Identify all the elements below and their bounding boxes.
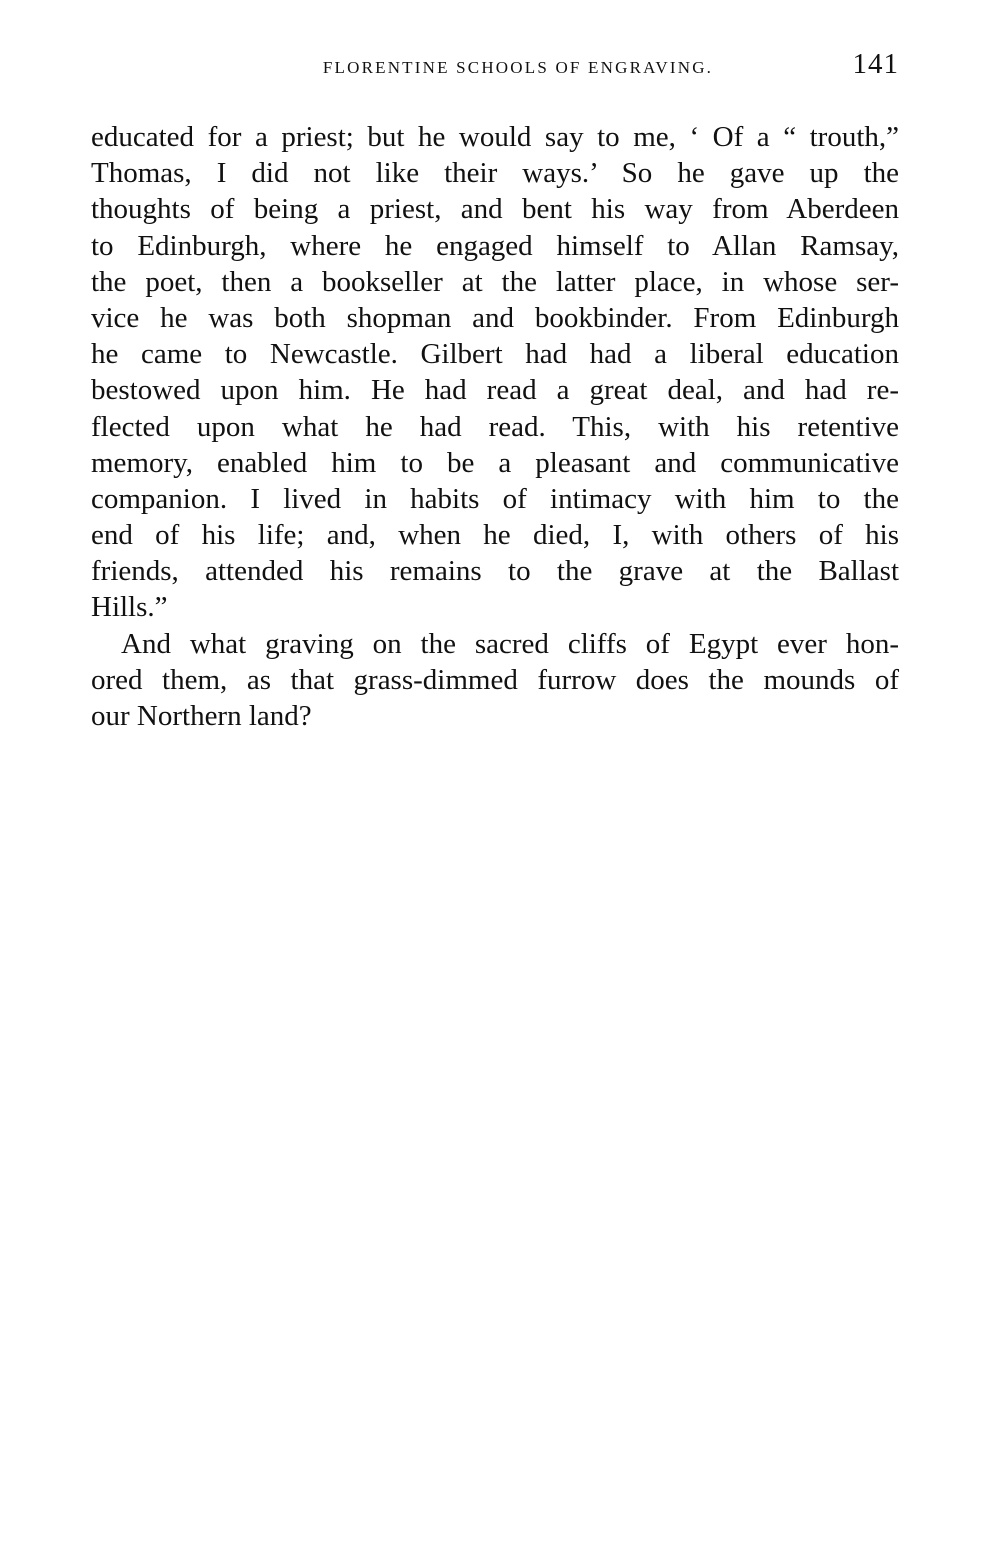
- text-line: companion. I lived in habits of intimacy with him to the: [91, 482, 899, 515]
- text-line: bestowed upon him. He had read a great deal, and had re-: [91, 374, 899, 407]
- running-title: FLORENTINE SCHOOLS OF ENGRAVING.: [322, 58, 714, 77]
- text-line: thoughts of being a priest, and bent his way from Aberdeen: [91, 193, 899, 226]
- text-line: educated for a priest; but he would say to me, ‘ Of a “ trouth,”: [91, 121, 899, 153]
- text-line: he came to Newcastle. Gilbert had had a liberal education: [91, 338, 899, 371]
- text-line: ored them, as that grass-dimmed furrow does the mounds of: [91, 663, 899, 696]
- text-line: Hills.”: [91, 591, 168, 624]
- page-number: 141: [852, 48, 899, 80]
- text-line: to Edinburgh, where he engaged himself to Allan Ramsay,: [91, 229, 899, 262]
- paragraph-closing: [91, 626, 899, 735]
- text-line: friends, attended his remains to the grave at the Ballast: [91, 555, 899, 588]
- text-line: our Northern land?: [91, 700, 312, 732]
- text-line: end of his life; and, when he died, I, with others of his: [91, 519, 899, 552]
- body-text: [91, 119, 899, 734]
- text-line: Thomas, I did not like their ways.’ So he gave up the: [91, 157, 899, 190]
- text-line: And what graving on the sacred cliffs of Egypt ever hon-: [121, 627, 899, 660]
- text-line: vice he was both shopman and bookbinder. From Edinburgh: [91, 301, 899, 334]
- running-head: [91, 48, 899, 84]
- paragraph-continuation: [91, 119, 899, 626]
- text-line: the poet, then a bookseller at the latter place, in whose ser-: [91, 265, 899, 298]
- text-line: memory, enabled him to be a pleasant and communicative: [91, 446, 899, 479]
- text-line: flected upon what he had read. This, with his retentive: [91, 410, 899, 443]
